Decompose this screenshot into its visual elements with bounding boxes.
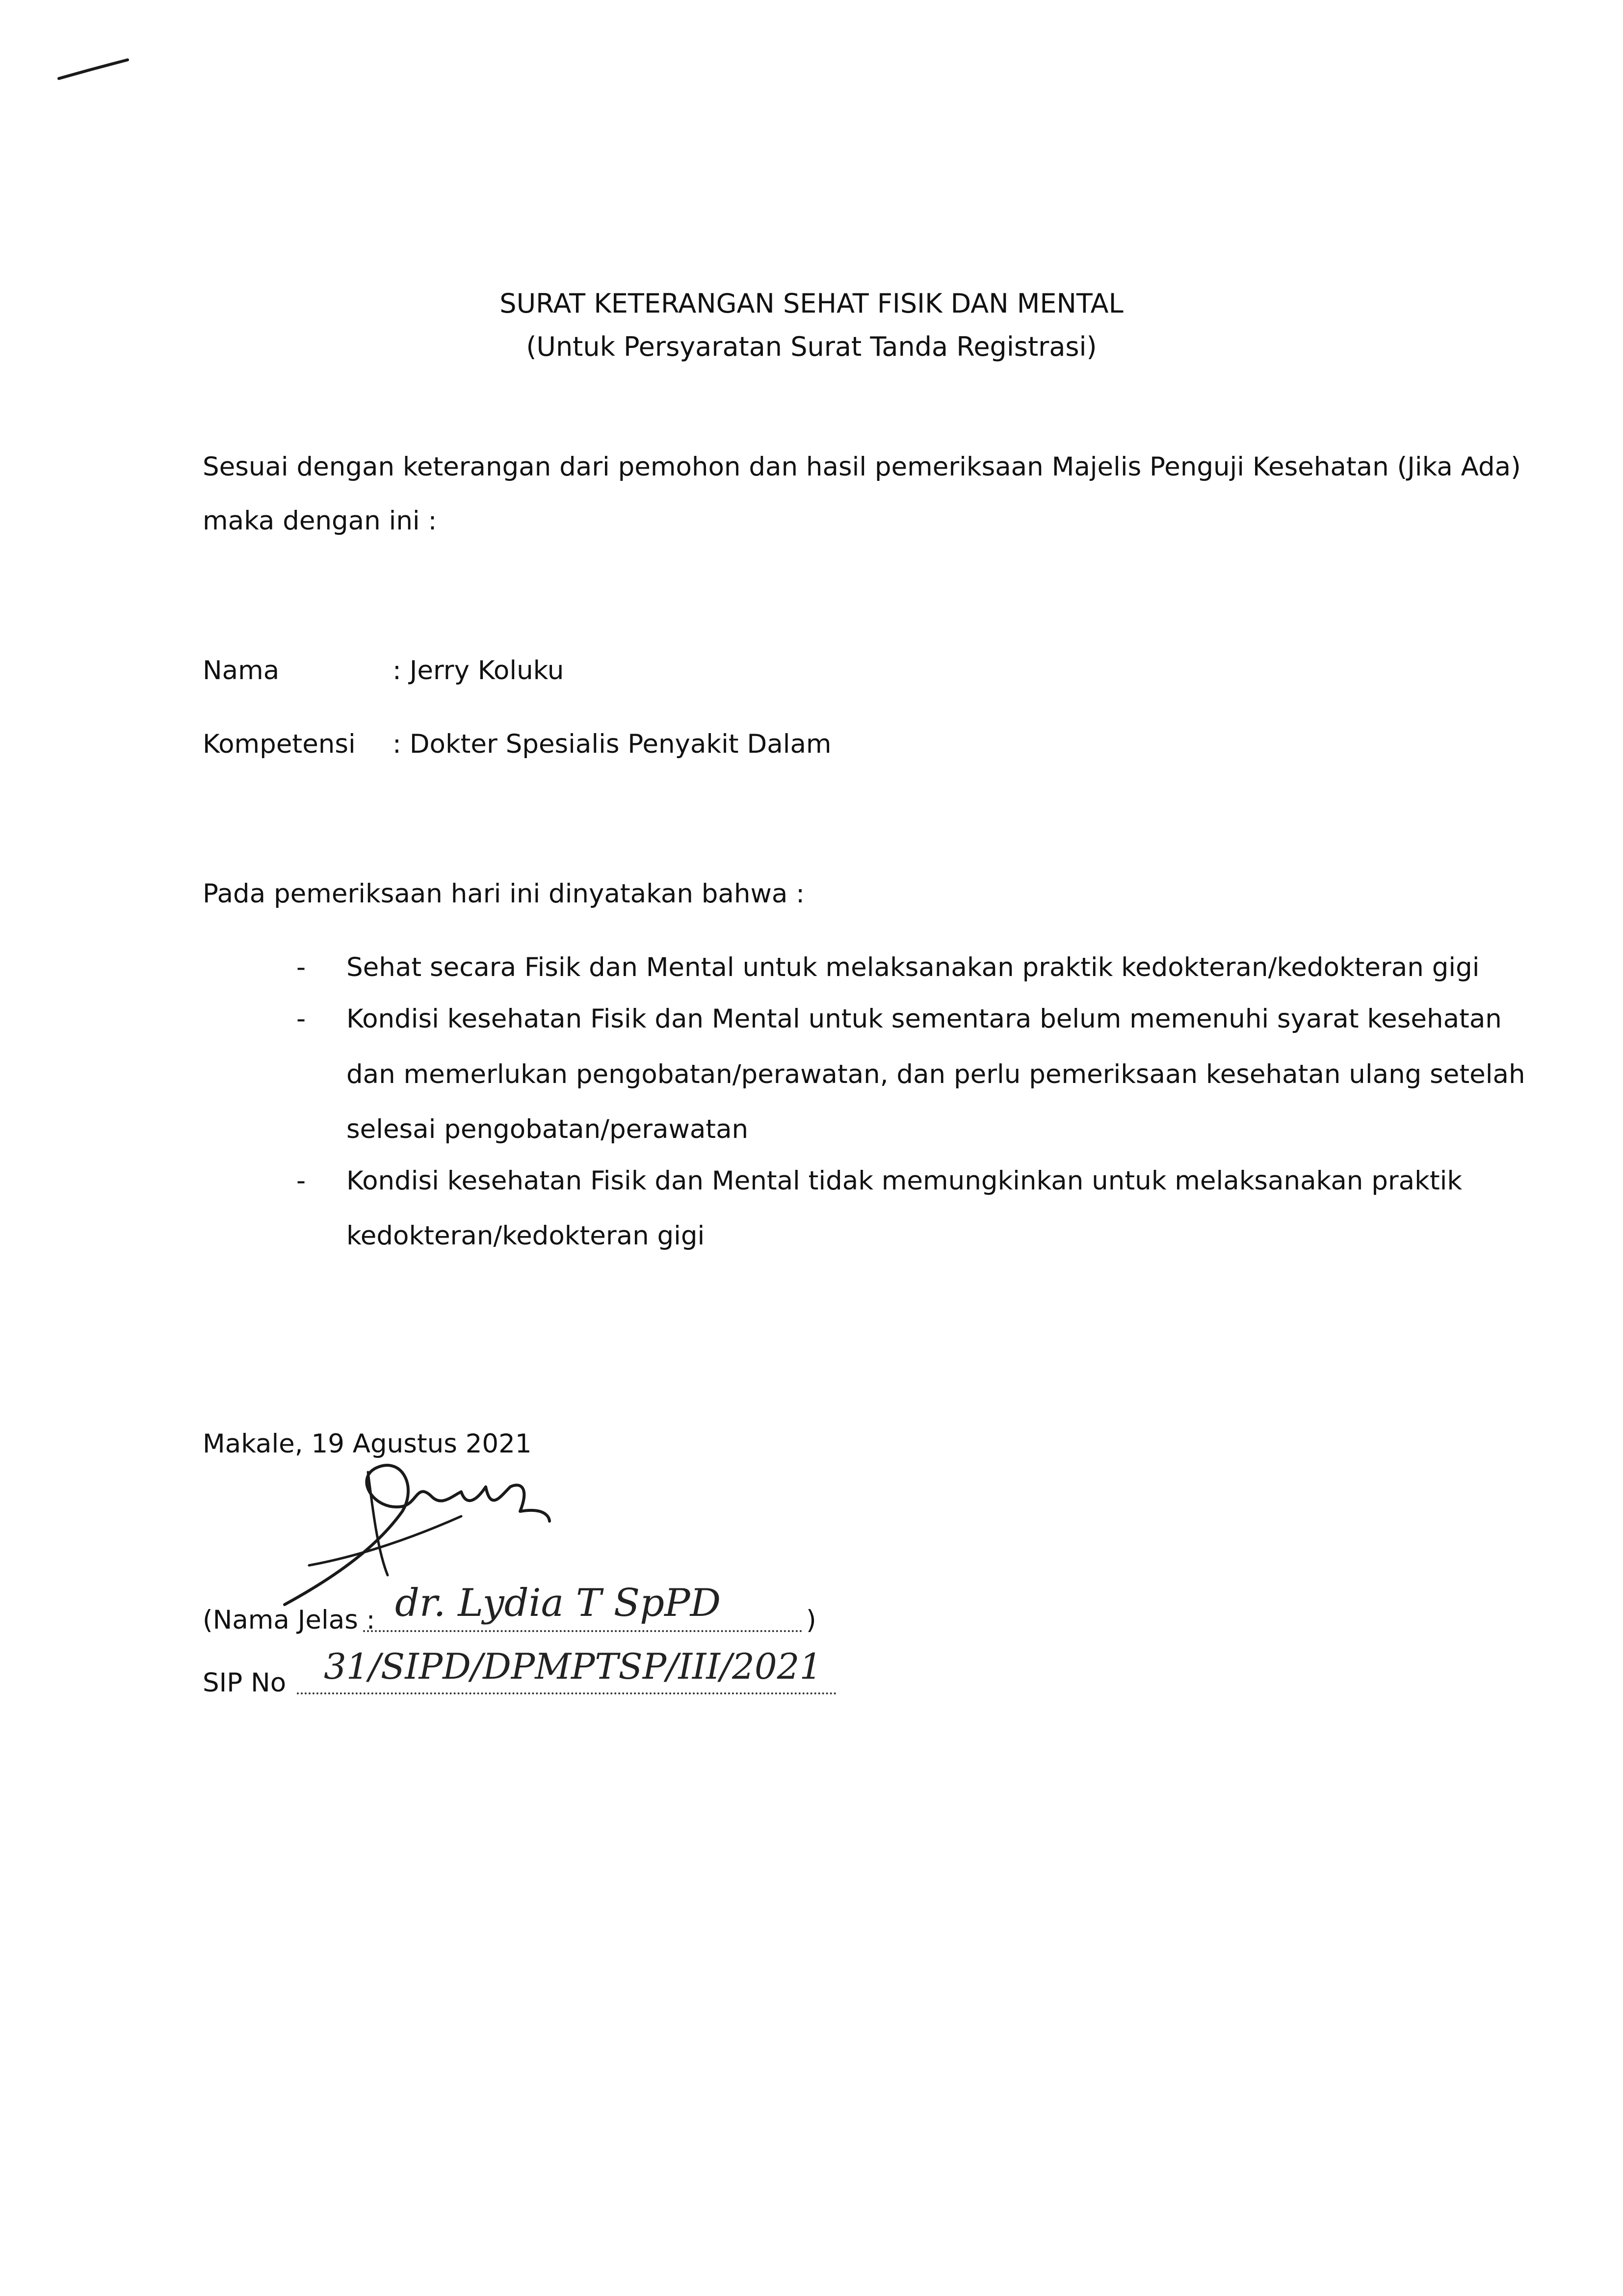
name-close-paren: ) [806,1605,816,1635]
place-date: Makale, 19 Agustus 2021 [203,1429,532,1459]
name-label: Nama [203,656,280,686]
competence-label: Kompetensi [203,729,356,759]
handwritten-name: dr. Lydia T SpPD [395,1581,721,1625]
name-label: (Nama Jelas : [203,1605,375,1635]
intro-line-2: maka dengan ini : [203,506,437,536]
option-1-line-1: Sehat secara Fisik dan Mental untuk melaksanakan praktik kedokteran/kedokteran gigi [346,952,1480,982]
sip-label: SIP No [203,1668,287,1698]
name-value: : Jerry Koluku [393,656,564,686]
document-title: SURAT KETERANGAN SEHAT FISIK DAN MENTAL [499,288,1124,319]
statement-intro: Pada pemeriksaan hari ini dinyatakan bahwa : [203,879,805,909]
bullet-marker: - [296,952,306,982]
bullet-marker: - [296,1004,306,1034]
pen-mark [49,49,137,88]
option-2-line-3: selesai pengobatan/perawatan [346,1114,749,1144]
handwritten-sip-number: 31/SIPD/DPMPTSP/III/2021 [324,1646,822,1687]
option-2-line-2: dan memerlukan pengobatan/perawatan, dan perlu pemeriksaan kesehatan ulang setelah [346,1059,1525,1089]
document-subtitle: (Untuk Persyaratan Surat Tanda Registrasi) [526,331,1097,362]
intro-line-1: Sesuai dengan keterangan dari pemohon dan hasil pemeriksaan Majelis Penguji Kesehatan (Jika Ada) [203,452,1521,482]
option-3-line-1: Kondisi kesehatan Fisik dan Mental tidak memungkinkan untuk melaksanakan praktik [346,1166,1463,1196]
option-2-line-1: Kondisi kesehatan Fisik dan Mental untuk sementara belum memenuhi syarat kesehatan [346,1004,1502,1034]
option-3-line-2: kedokteran/kedokteran gigi [346,1221,705,1251]
bullet-marker: - [296,1166,306,1196]
competence-value: : Dokter Spesialis Penyakit Dalam [393,729,832,759]
